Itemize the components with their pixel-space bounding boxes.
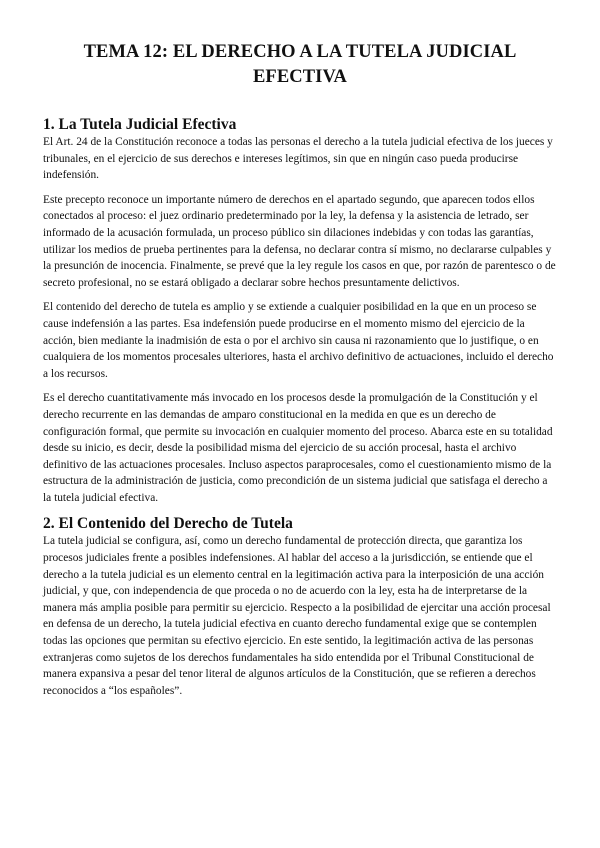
paragraph: Este precepto reconoce un importante número de derechos en el apartado segundo, que aparecen todos ellos conectados al proceso: el juez ordinario predeterminado por la ley, la defensa y la asistencia de letrado, ser informado de la acusación formulada, un proceso público sin dilaciones indebidas y con todas las garantías, utilizar los medios de prueba pertinentes para la defensa, no declarar contra sí mismo, no declararse culpables y la presunción de inocencia. Finalmente, se prevé que la ley regule los casos en que, por razón de parentesco o de secreto profesional, no se estará obligado a declarar sobre hechos presuntamente delictivos. xyxy=(43,193,556,289)
paragraph: El contenido del derecho de tutela es amplio y se extiende a cualquier posibilidad en la que en un proceso se cause indefensión a las partes. Esa indefensión puede producirse en el momento mismo del ejercicio de la acción, bien mediante la inadmisión de esta o por el archivo sin causa ni razonamiento que lo justifique, o en cualquiera de los momentos procesales ulteriores, hasta el archivo definitivo de actuaciones, incluido el derecho a los recursos. xyxy=(43,301,554,380)
document-page xyxy=(43,40,557,707)
section-1 xyxy=(43,115,557,506)
paragraph: El Art. 24 de la Constitución reconoce a todas las personas el derecho a la tutela judicial efectiva de los jueces y tribunales, en el ejercicio de sus derechos e intereses legítimos, sin que en ningún caso pueda producirse indefensión. xyxy=(43,136,553,182)
paragraph: La tutela judicial se configura, así, como un derecho fundamental de protección directa, que garantiza los procesos judiciales frente a posibles indefensiones. Al hablar del acceso a la jurisdicción, se entiende que el derecho a la tutela judicial es un elemento central en la legitimación activa para la interposición de una acción judicial, y que, con independencia de que proceda o no de acuerdo con la ley, esta ha de interpretarse de la manera más amplia posible para permitir su ejercicio. Respecto a la posibilidad de ejercitar una acción procesal en defensa de un derecho, la tutela judicial efectiva en cuanto derecho fundamental exige que se contemplen todas las opciones que permitan su efectivo ejercicio. En este sentido, la legitimación activa de las personas extranjeras como sujetos de los derechos fundamentales ha sido entendida por el Tribunal Constitucional de manera expansiva a pesar del tenor literal de algunos artículos de la Constitución, que se refieren a derechos reconocidos a “los españoles”. xyxy=(43,535,551,697)
section-2 xyxy=(43,514,557,699)
paragraph: Es el derecho cuantitativamente más invocado en los procesos desde la promulgación de la Constitución y el derecho recurrente en las demandas de amparo constitucional en la medida en que es un derecho de configuración formal, que permite su invocación en cualquier momento del proceso. Abarca este en su totalidad desde su inicio, es decir, desde la posibilidad misma del ejercicio de su acción procesal, hasta el archivo definitivo de las actuaciones procesales. Incluso aspectos paraprocesales, como el cuestionamiento mismo de la estructura de la administración de justicia, como precondición de un sistema judicial que satisfaga el derecho a la tutela judicial efectiva. xyxy=(43,392,553,504)
section-heading: 1. La Tutela Judicial Efectiva xyxy=(43,116,237,133)
section-heading: 2. El Contenido del Derecho de Tutela xyxy=(43,515,293,533)
document-title: TEMA 12: EL DERECHO A LA TUTELA JUDICIAL EFECTIVA xyxy=(83,42,517,87)
